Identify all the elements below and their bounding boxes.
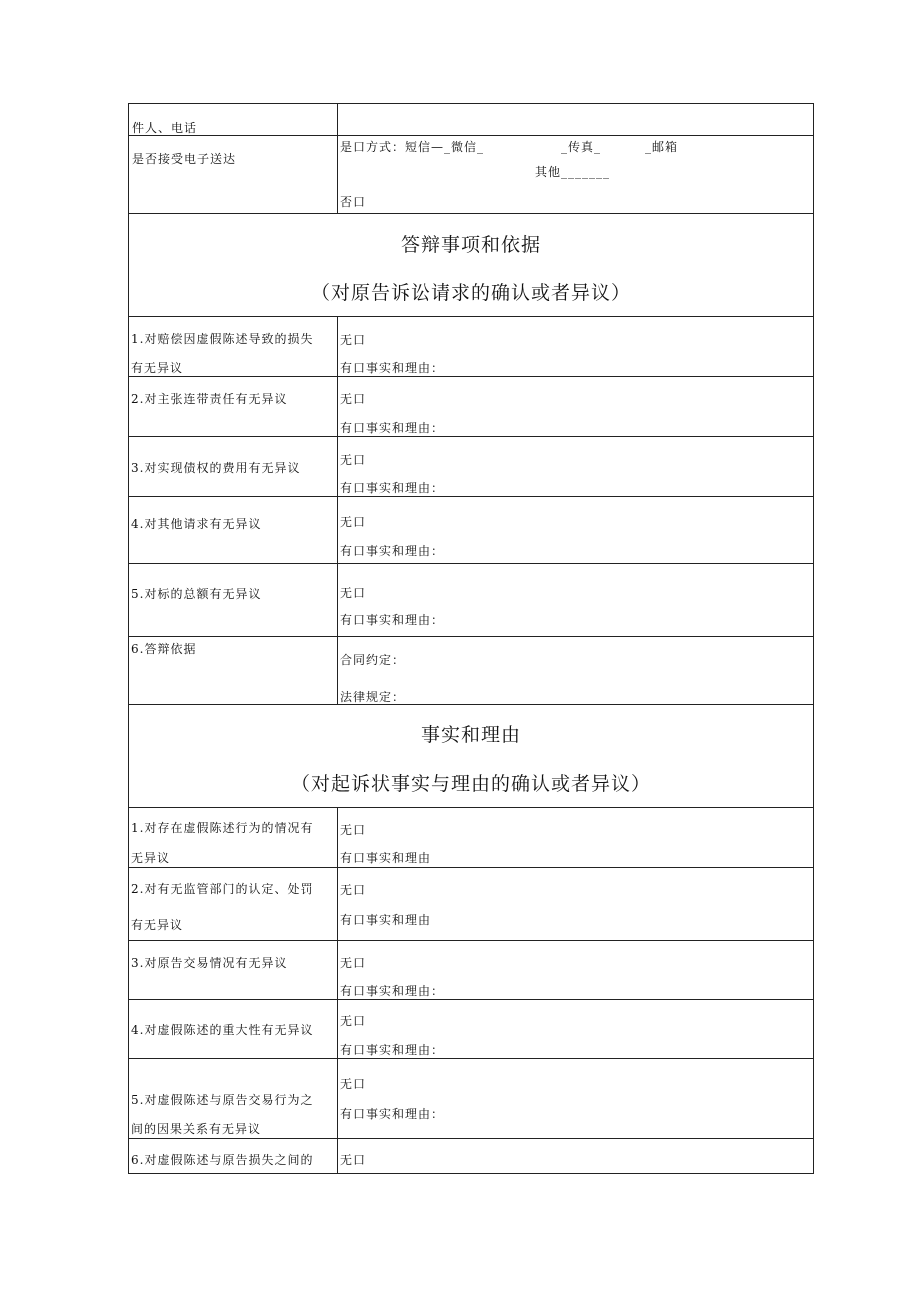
electronic-service-options[interactable]: [338, 136, 814, 214]
facts-row-label: 4.对虚假陈述的重大性有无异议: [131, 1023, 314, 1037]
electronic-service-label: 是否接受电子送达: [132, 152, 237, 166]
facts-row-5: [129, 1059, 814, 1139]
defense-row-3: [129, 437, 814, 497]
defense-row-2: [129, 377, 814, 437]
contact-value[interactable]: [338, 104, 814, 136]
facts-row-label: 6.对虚假陈述与原告损失之间的: [131, 1153, 314, 1167]
facts-row-no-option[interactable]: 无口: [340, 1014, 367, 1028]
facts-row-label-cont: 有无异议: [131, 918, 184, 932]
facts-row-yes-option[interactable]: 有口事实和理由: [340, 851, 432, 865]
facts-section-subtitle: （对起诉状事实与理由的确认或者异议）: [290, 773, 651, 795]
defense-row-yes-option[interactable]: 有口事实和理由：: [340, 361, 445, 375]
facts-row-label-cont: 无异议: [131, 851, 171, 865]
contact-label: 件人、电话: [132, 121, 198, 135]
electronic-service-fax[interactable]: _传真_: [561, 140, 602, 154]
defense-row-5: [129, 564, 814, 637]
facts-section-title: 事实和理由: [420, 724, 521, 746]
facts-row-label: 3.对原告交易情况有无异议: [131, 956, 288, 970]
defense-row-label: 5.对标的总额有无异议: [131, 587, 262, 601]
facts-row-yes-option[interactable]: 有口事实和理由：: [340, 984, 445, 998]
facts-row-3: [129, 941, 814, 1000]
contract-agreement-field[interactable]: 合同约定：: [340, 653, 406, 667]
defense-row-no-option[interactable]: 无口: [340, 333, 367, 347]
contact-row: [129, 104, 814, 136]
facts-row-6: [129, 1139, 814, 1174]
defense-row-no-option[interactable]: 无口: [340, 453, 367, 467]
facts-row-no-option[interactable]: 无口: [340, 883, 367, 897]
facts-row-no-option[interactable]: 无口: [340, 1077, 367, 1091]
facts-row-2: [129, 868, 814, 941]
defense-row-yes-option[interactable]: 有口事实和理由：: [340, 481, 445, 495]
defense-row-no-option[interactable]: 无口: [340, 586, 367, 600]
defense-basis-label: 6.答辩依据: [131, 642, 197, 656]
facts-row-yes-option[interactable]: 有口事实和理由：: [340, 1043, 445, 1057]
defense-row-4: [129, 497, 814, 564]
electronic-service-row: [129, 136, 814, 214]
facts-row-yes-option[interactable]: 有口事实和理由：: [340, 1107, 445, 1121]
facts-section-header: [129, 705, 814, 808]
defense-row-1: [129, 317, 814, 377]
electronic-service-other[interactable]: 其他_______: [535, 165, 611, 179]
defense-row-yes-option[interactable]: 有口事实和理由：: [340, 544, 445, 558]
defense-section-header: [129, 214, 814, 317]
defense-row-label: 2.对主张连带责任有无异议: [131, 392, 288, 406]
electronic-service-email[interactable]: _邮箱: [645, 140, 679, 154]
electronic-service-yes[interactable]: 是口方式：短信—_微信_: [340, 140, 485, 154]
facts-row-label: 5.对虚假陈述与原告交易行为之: [131, 1093, 314, 1107]
defense-basis-row: [129, 637, 814, 705]
answer-form-table: [128, 103, 814, 1174]
defense-row-label-cont: 有无异议: [131, 361, 184, 375]
facts-row-no-option[interactable]: 无口: [340, 1153, 367, 1167]
defense-row-no-option[interactable]: 无口: [340, 392, 367, 406]
defense-row-label: 4.对其他请求有无异议: [131, 517, 262, 531]
defense-row-label: 3.对实现债权的费用有无异议: [131, 461, 301, 475]
legal-provision-field[interactable]: 法律规定：: [340, 690, 406, 704]
defense-row-label: 1.对赔偿因虚假陈述导致的损失: [131, 332, 314, 346]
defense-row-no-option[interactable]: 无口: [340, 515, 367, 529]
facts-row-no-option[interactable]: 无口: [340, 956, 367, 970]
facts-row-label: 1.对存在虚假陈述行为的情况有: [131, 821, 314, 835]
facts-row-yes-option[interactable]: 有口事实和理由: [340, 913, 432, 927]
facts-row-no-option[interactable]: 无口: [340, 823, 367, 837]
defense-section-title: 答辩事项和依据: [400, 234, 541, 256]
defense-row-yes-option[interactable]: 有口事实和理由：: [340, 421, 445, 435]
facts-row-label: 2.对有无监管部门的认定、处罚: [131, 882, 314, 896]
facts-row-1: [129, 808, 814, 868]
defense-row-yes-option[interactable]: 有口事实和理由：: [340, 613, 445, 627]
facts-row-label-cont: 间的因果关系有无异议: [131, 1122, 262, 1136]
facts-row-4: [129, 1000, 814, 1059]
electronic-service-no[interactable]: 否口: [340, 195, 367, 209]
defense-section-subtitle: （对原告诉讼请求的确认或者异议）: [310, 282, 631, 304]
